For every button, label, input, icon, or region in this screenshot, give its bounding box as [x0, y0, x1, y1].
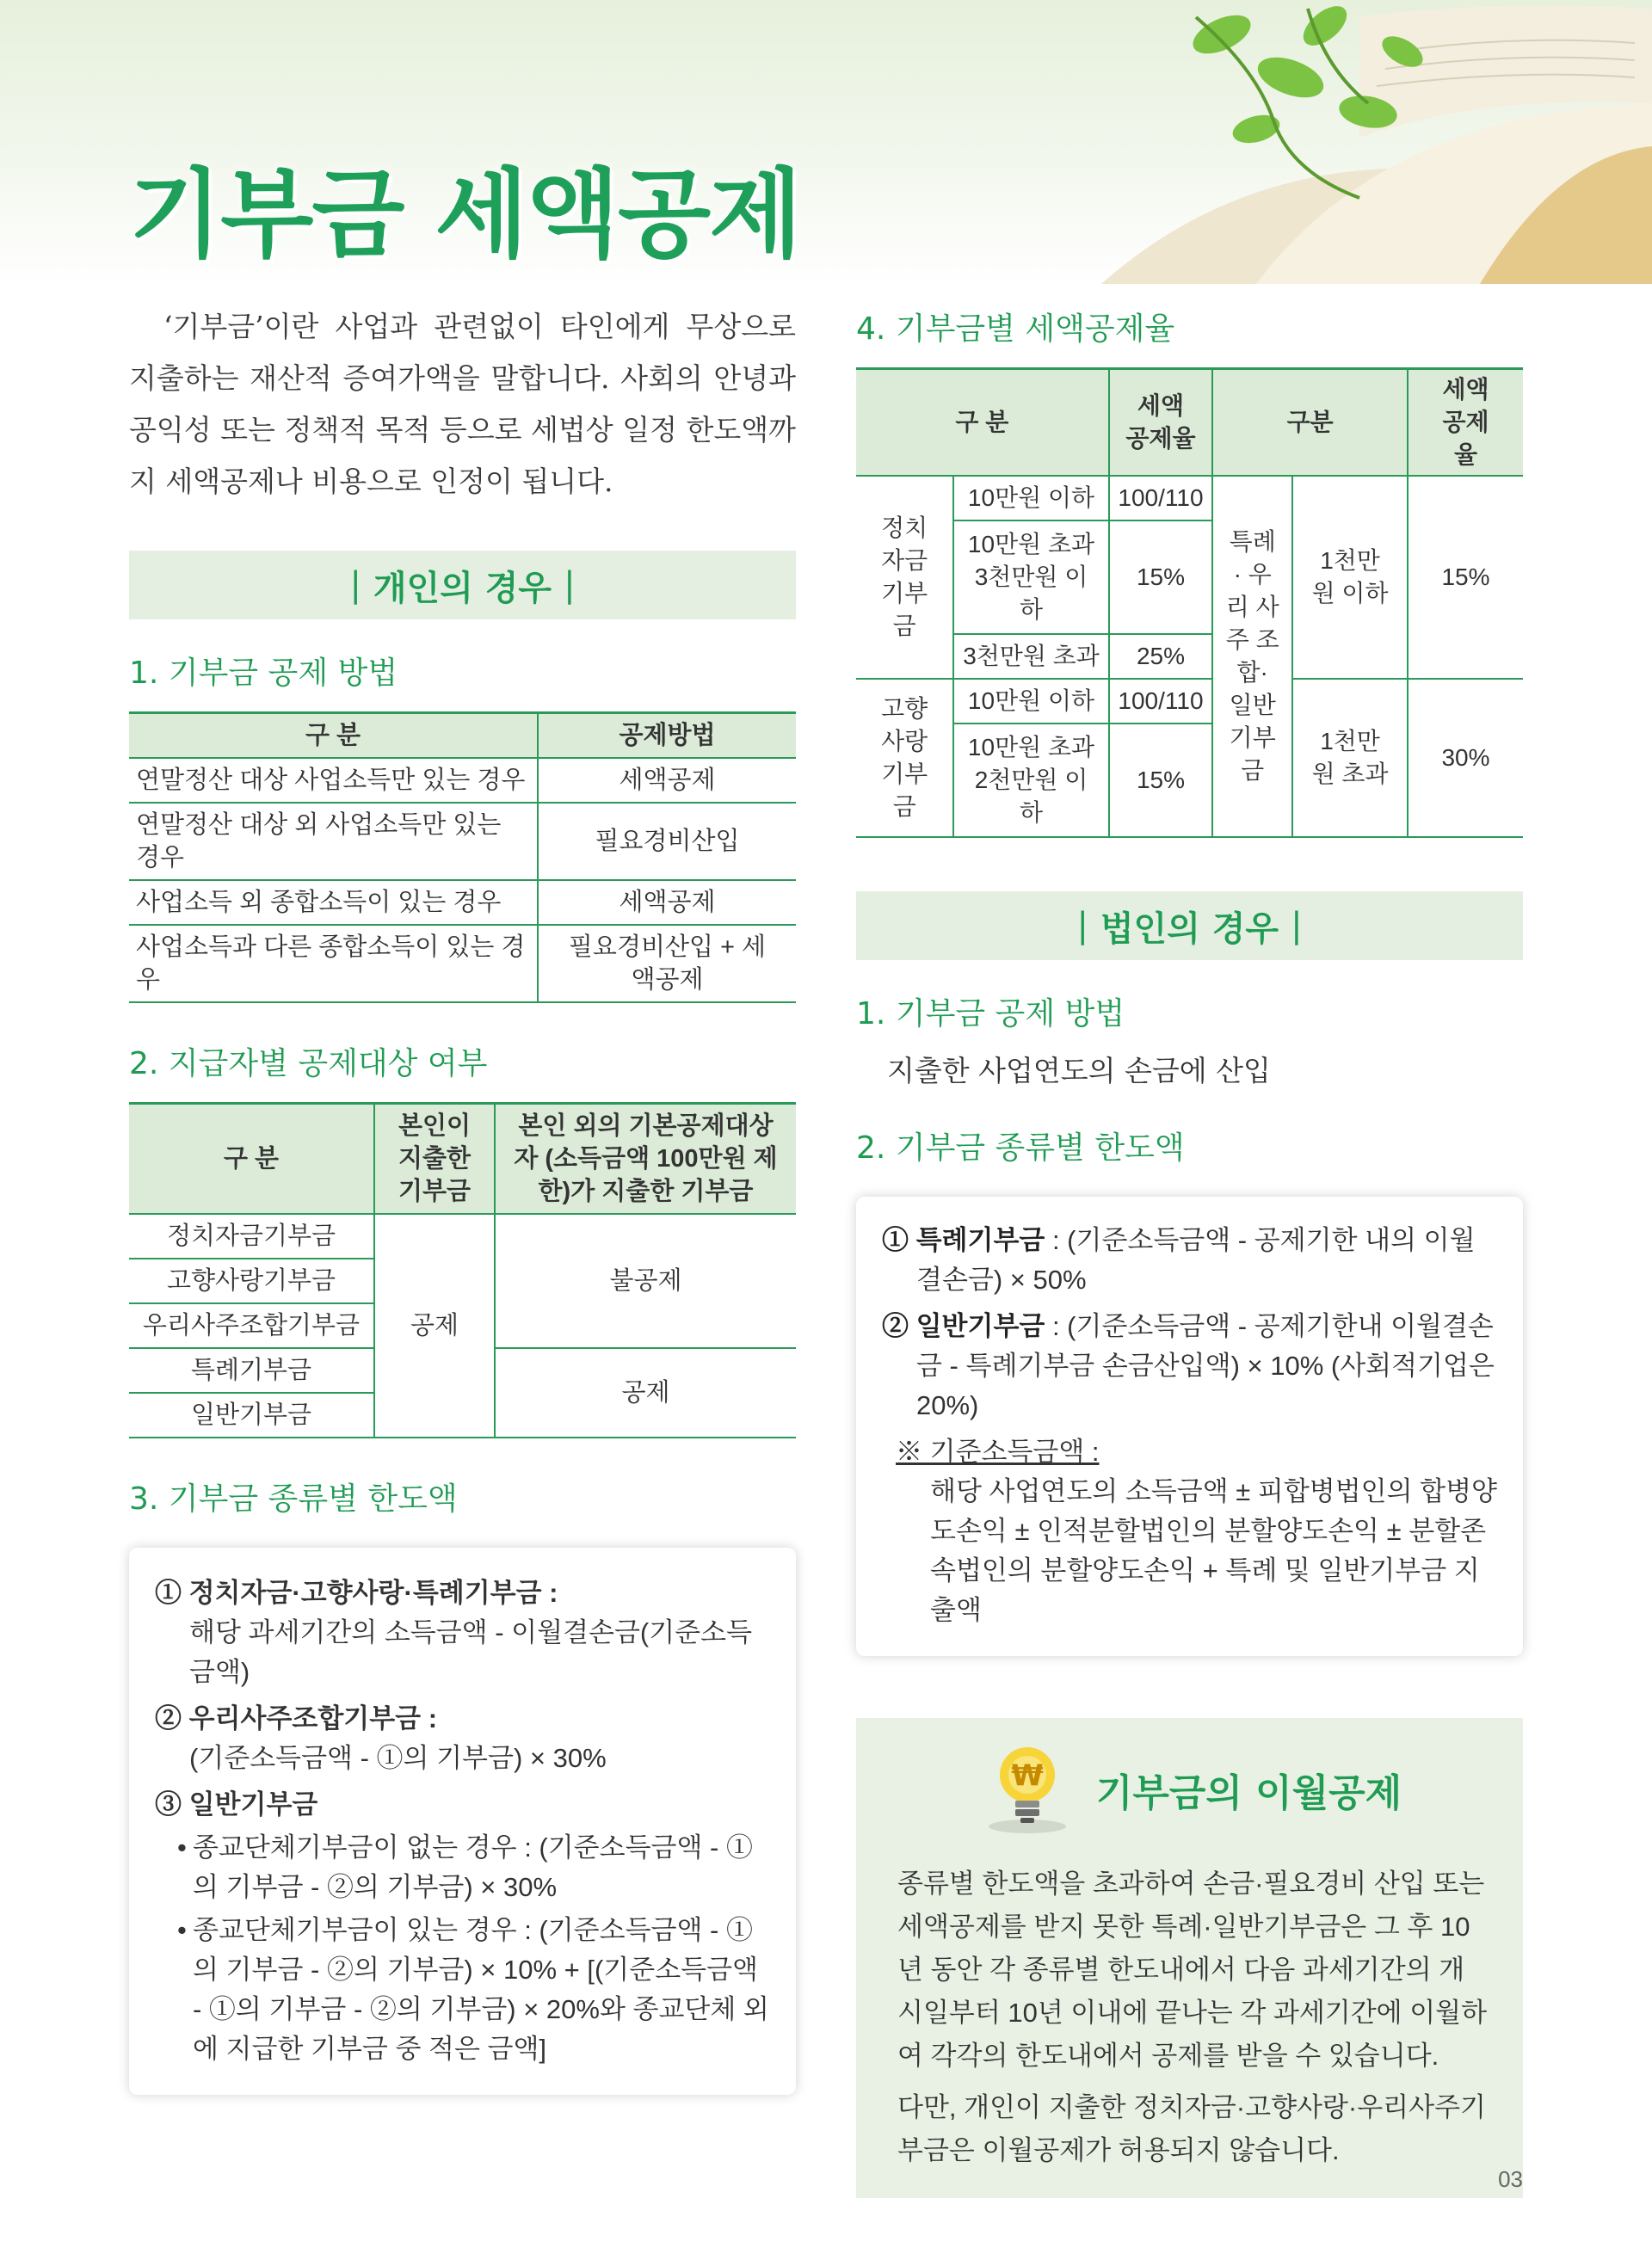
table-cell: 우리사주조합기부금 — [129, 1303, 374, 1348]
table-header: 구 분 — [129, 713, 538, 759]
table-cell: 15% — [1408, 476, 1523, 679]
table-cell: 3천만원 초과 — [953, 634, 1108, 679]
table-cell: 25% — [1109, 634, 1213, 679]
limit-item-2-text: (기준소득금액 - ①의 기부금) × 30% — [189, 1743, 607, 1773]
table-cell: 불공제 — [495, 1214, 796, 1348]
table-header: 구분 — [1212, 369, 1408, 477]
page-number: 03 — [1498, 2166, 1523, 2192]
right-column — [856, 301, 1523, 2198]
table-row — [129, 758, 796, 803]
note-title: ※ 기준소득금액 : — [896, 1437, 1100, 1467]
deduction-method-table — [129, 711, 796, 1003]
table-header: 본인이 지출한 기부금 — [374, 1104, 495, 1215]
table-header: 본인 외의 기본공제대상자 (소득금액 100만원 제한)가 지출한 기부금 — [495, 1104, 796, 1215]
table-cell: 필요경비산입 — [538, 803, 796, 880]
table-header: 공제방법 — [538, 713, 796, 759]
note-text: 해당 사업연도의 소득금액 ± 피합병법인의 합병양도손익 ± 인적분할법인의 분할양도손익 ± 분할존속법인의 분할양도손익 + 특례 및 일반기부금 지출액 — [930, 1476, 1497, 1625]
bullet-text: 종교단체기부금이 있는 경우 : (기준소득금액 - ①의 기부금 - ②의 기부금) × 10% + [(기준소득금액 - ①의 기부금 - ②의 기부금) × 20%와 종교단체 외에 지급한 기부금 중 적은 금액] — [193, 1915, 769, 2064]
corporate-s1-text: 지출한 사업연도의 손금에 산입 — [887, 1054, 1271, 1087]
bullet-dot: • — [177, 1915, 187, 1945]
table-cell: 15% — [1109, 724, 1213, 837]
table-cell: 정치 자금 기부금 — [856, 476, 953, 679]
corporate-item-2-text: : (기준소득금액 - 공제기한내 이월결손금 - 특례기부금 손금산입액) × 10% (사회적기업은 20%) — [916, 1311, 1495, 1420]
table-cell: 공제 — [374, 1214, 495, 1438]
corporate-limit-item-2 — [882, 1307, 1497, 1426]
band-divider: | — [349, 565, 361, 605]
carryover-header — [897, 1740, 1489, 1838]
table-cell: 10만원 이하 — [953, 679, 1108, 724]
personal-s1-heading: 1. 기부금 공제 방법 — [129, 656, 398, 691]
table-cell: 100/110 — [1109, 679, 1213, 724]
table-row — [856, 679, 1523, 724]
limit-item-2-title: ② 우리사주조합기부금 : — [155, 1703, 438, 1733]
corporate-s2-heading: 2. 기부금 종류별 한도액 — [856, 1130, 1185, 1166]
band-divider: | — [564, 565, 576, 605]
table-cell: 연말정산 대상 외 사업소득만 있는 경우 — [129, 803, 538, 880]
table-cell: 10만원 초과 3천만원 이하 — [953, 520, 1108, 634]
limit-item-1-text: 해당 과세기간의 소득금액 - 이월결손금(기준소득금액) — [189, 1617, 753, 1687]
personal-band-label: 개인의 경우 — [373, 568, 552, 608]
table-cell: 사업소득과 다른 종합소득이 있는 경우 — [129, 925, 538, 1002]
band-divider: | — [1291, 906, 1303, 945]
table-cell: 정치자금기부금 — [129, 1214, 374, 1259]
page-title: 기부금 세액공제 — [129, 159, 801, 271]
corporate-item-1-title: ① 특례기부금 — [882, 1225, 1045, 1255]
intro-paragraph: ‘기부금’이란 사업과 관련없이 타인에게 무상으로 지출하는 재산적 증여가액을 말합니다. 사회의 안녕과 공익성 또는 정책적 목적 등으로 세법상 일정 한도액까지 세액공제나 비용으로 인정이 됩니다. — [129, 310, 796, 498]
corporate-item-2-title: ② 일반기부금 — [882, 1311, 1045, 1341]
left-column — [129, 301, 796, 2095]
table-row — [856, 476, 1523, 520]
personal-limit-box — [129, 1548, 796, 2095]
personal-section-band — [129, 551, 796, 619]
table-cell: 공제 — [495, 1348, 796, 1438]
table-header: 세액 공제율 — [1109, 369, 1213, 477]
table-cell: 필요경비산입 + 세액공제 — [538, 925, 796, 1002]
svg-text:₩: ₩ — [1011, 1758, 1044, 1793]
table-cell: 연말정산 대상 사업소득만 있는 경우 — [129, 758, 538, 803]
corporate-band-label: 법인의 경우 — [1100, 908, 1279, 949]
rates-heading: 4. 기부금별 세액공제율 — [856, 311, 1175, 347]
table-row — [129, 803, 796, 880]
table-cell: 일반기부금 — [129, 1393, 374, 1438]
table-cell: 특례기부금 — [129, 1348, 374, 1393]
carryover-paragraph-2: 다만, 개인이 지출한 정치자금·고향사랑·우리사주기부금은 이월공제가 허용되지 않습니다. — [897, 2092, 1486, 2165]
table-row — [129, 880, 796, 925]
payer-eligibility-table — [129, 1102, 796, 1438]
limit-item-1-title: ① 정치자금·고향사랑·특례기부금 : — [155, 1578, 558, 1608]
table-header: 구 분 — [856, 369, 1109, 477]
corporate-section-band — [856, 891, 1523, 960]
lightbulb-icon — [984, 1740, 1070, 1838]
table-header: 구 분 — [129, 1104, 374, 1215]
table-cell: 30% — [1408, 679, 1523, 837]
limit-item-3-title: ③ 일반기부금 — [155, 1789, 318, 1820]
corporate-s1-heading: 1. 기부금 공제 방법 — [856, 996, 1125, 1031]
table-cell: 고향 사랑 기부금 — [856, 679, 953, 837]
corporate-limit-box — [856, 1197, 1523, 1656]
credit-rate-table — [856, 367, 1523, 838]
bullet-text: 종교단체기부금이 없는 경우 : (기준소득금액 - ①의 기부금 - ②의 기부금) × 30% — [193, 1832, 753, 1902]
book-plant-illustration — [998, 0, 1652, 284]
table-cell: 세액공제 — [538, 758, 796, 803]
personal-s2-heading: 2. 지급자별 공제대상 여부 — [129, 1046, 488, 1081]
band-divider: | — [1076, 906, 1088, 945]
corporate-limit-item-1 — [882, 1221, 1497, 1300]
table-header: 세액 공제율 — [1408, 369, 1523, 477]
limit-bullet-2 — [155, 1911, 770, 2069]
table-row — [129, 925, 796, 1002]
table-cell: 1천만원 초과 — [1292, 679, 1408, 837]
personal-s3-heading: 3. 기부금 종류별 한도액 — [129, 1481, 458, 1517]
table-cell: 100/110 — [1109, 476, 1213, 520]
table-cell: 10만원 이하 — [953, 476, 1108, 520]
bullet-dot: • — [177, 1832, 187, 1863]
carryover-box — [856, 1718, 1523, 2198]
table-cell: 15% — [1109, 520, 1213, 634]
table-row — [129, 1214, 796, 1259]
table-cell: 사업소득 외 종합소득이 있는 경우 — [129, 880, 538, 925]
corporate-item-1-text: : (기준소득금액 - 공제기한 내의 이월결손금) × 50% — [916, 1225, 1476, 1295]
table-cell: 특례· 우리 사주 조합· 일반 기부 금 — [1212, 476, 1292, 837]
limit-bullet-1 — [155, 1828, 770, 1907]
carryover-title: 기부금의 이월공제 — [1095, 1771, 1402, 1815]
table-cell: 세액공제 — [538, 880, 796, 925]
carryover-paragraph-1: 종류별 한도액을 초과하여 손금·필요경비 산입 또는 세액공제를 받지 못한 특례·일반기부금은 그 후 10년 동안 각 종류별 한도내에서 다음 과세기간의 개시일부터 10년 이내에 끝나는 각 과세기간에 이월하여 각각의 한도내에서 공제를 받을 수 있습니다. — [897, 1869, 1488, 2071]
table-cell: 10만원 초과 2천만원 이하 — [953, 724, 1108, 837]
table-cell: 1천만원 이하 — [1292, 476, 1408, 679]
table-cell: 고향사랑기부금 — [129, 1259, 374, 1303]
